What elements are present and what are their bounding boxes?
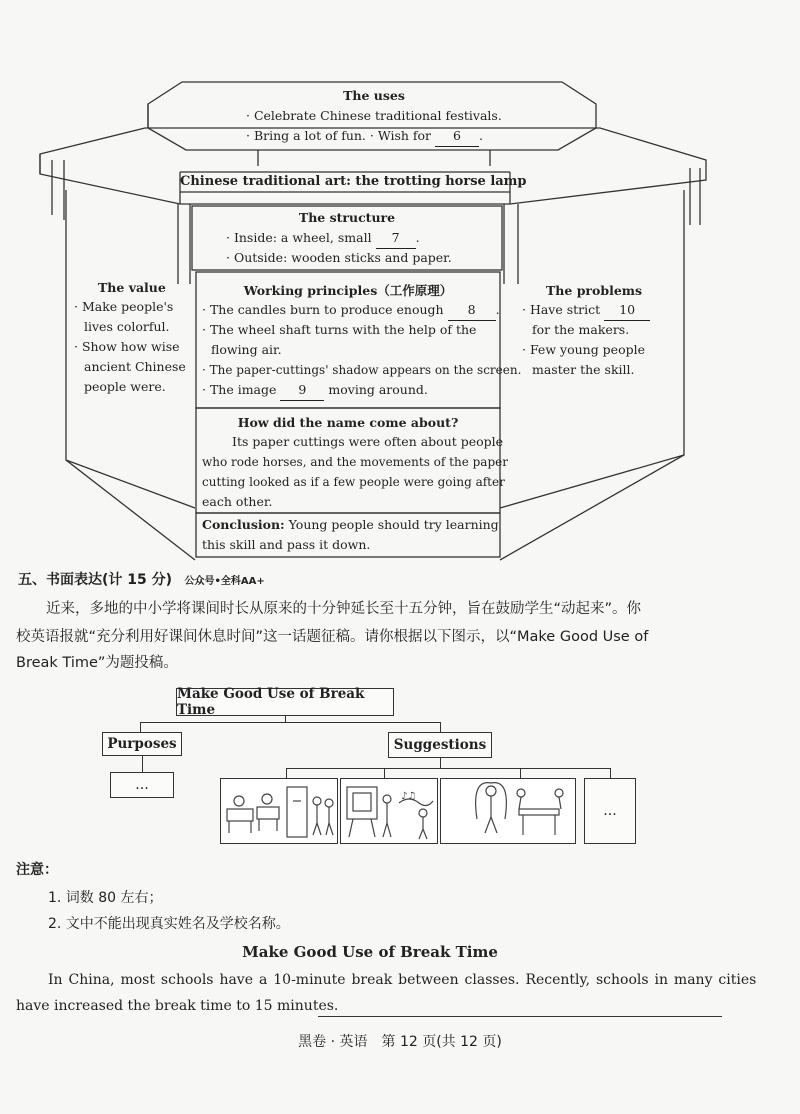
connector: [140, 722, 141, 732]
principles-line1-end: .: [495, 302, 500, 317]
blank-7: 7: [376, 228, 416, 249]
name-line1: Its paper cuttings were often about people: [232, 434, 504, 449]
connector: [384, 768, 385, 778]
connector: [286, 768, 287, 778]
connector: [520, 768, 521, 778]
connector: [140, 722, 440, 723]
structure-line1: [226, 228, 420, 249]
uses-line2-text: · Bring a lot of fun. · Wish for: [246, 128, 432, 143]
art-music-picture: [340, 778, 438, 844]
section-title-text: 五、书面表达(计 15 分): [18, 572, 173, 588]
principles-heading: Working principles（工作原理）: [243, 283, 453, 298]
principles-line1-text: · The candles burn to produce enough: [202, 302, 444, 317]
value-line2: lives colorful.: [84, 319, 170, 334]
classroom-picture: [220, 778, 338, 844]
blank-6: 6: [435, 126, 479, 147]
section-title: [18, 570, 265, 592]
watermark-text: 公众号•全科AA+: [184, 576, 265, 587]
uses-line2: [246, 126, 483, 147]
conclusion-text: Young people should try learning: [288, 517, 499, 532]
uses-line1: · Celebrate Chinese traditional festivals.: [246, 108, 502, 123]
conclusion-line2: this skill and pass it down.: [202, 537, 371, 552]
principles-line5-end: moving around.: [328, 382, 428, 397]
purposes-ellipsis: …: [110, 772, 174, 798]
prompt-line2: 校英语报就“充分利用好课间休息时间”这一话题征稿。请你根据以下图示，以“Make Good Use of: [16, 629, 649, 645]
conclusion-label: Conclusion:: [202, 517, 285, 532]
value-line5: people were.: [84, 379, 166, 394]
blank-10: 10: [604, 300, 650, 321]
principles-line5: [202, 380, 428, 401]
principles-line4: · The paper-cuttings' shadow appears on the screen.: [202, 363, 522, 377]
connector: [142, 756, 143, 772]
sports-drawing: [441, 779, 575, 843]
lamp-title: Chinese traditional art: the trotting horse lamp: [180, 174, 527, 189]
principles-line1: [202, 300, 500, 321]
note-2: 2. 文中不能出现真实姓名及学校名称。: [48, 916, 290, 932]
mindmap-root: Make Good Use of Break Time: [176, 688, 394, 716]
suggestions-box: Suggestions: [388, 732, 492, 758]
name-line2: who rode horses, and the movements of the paper: [202, 455, 508, 469]
prompt-line3: Break Time”为题投稿。: [16, 655, 178, 671]
art-music-drawing: [341, 779, 437, 843]
essay-line2: have increased the break time to 15 minutes.: [16, 998, 339, 1014]
notes-title: 注意：: [16, 862, 58, 878]
connector: [286, 768, 610, 769]
problems-line3: · Few young people: [522, 342, 645, 357]
structure-heading: The structure: [298, 210, 396, 225]
name-line4: each other.: [202, 494, 273, 509]
sports-picture: [440, 778, 576, 844]
name-line3: cutting looked as if a few people were going after: [202, 475, 505, 489]
connector: [440, 722, 441, 732]
problems-line4: master the skill.: [532, 362, 635, 377]
principles-line2: · The wheel shaft turns with the help of the: [202, 322, 477, 337]
conclusion-line1: [202, 515, 499, 535]
suggestions-ellipsis: …: [584, 778, 636, 844]
blank-9: 9: [280, 380, 324, 401]
connector: [440, 758, 441, 768]
prompt-line1: 近来，多地的中小学将课间时长从原来的十分钟延长至十五分钟，旨在鼓励学生“动起来”。你: [46, 601, 642, 617]
problems-line2: for the makers.: [532, 322, 630, 337]
name-heading: How did the name come about?: [237, 415, 459, 430]
value-line1: · Make people's: [74, 299, 174, 314]
note-1: 1. 词数 80 左右；: [48, 890, 163, 906]
value-line4: ancient Chinese: [84, 359, 186, 374]
structure-line1-text: · Inside: a wheel, small: [226, 230, 372, 245]
essay-line1: In China, most schools have a 10-minute break between classes. Recently, schools in many cities: [48, 972, 757, 988]
problems-heading: The problems: [546, 283, 643, 298]
structure-line1-end: .: [415, 230, 420, 245]
music-note-icon: ♪♫: [401, 791, 417, 802]
principles-line5-text: · The image: [202, 382, 277, 397]
value-line3: · Show how wise: [74, 339, 180, 354]
connector: [610, 768, 611, 778]
classroom-drawing: [221, 779, 337, 843]
uses-heading: The uses: [343, 88, 405, 103]
essay-title: Make Good Use of Break Time: [242, 943, 498, 961]
blank-8: 8: [448, 300, 496, 321]
uses-line2-end: .: [479, 128, 483, 143]
purposes-box: Purposes: [102, 732, 182, 756]
page-footer: 黑卷 · 英语 第 12 页(共 12 页): [298, 1034, 502, 1050]
value-heading: The value: [98, 280, 166, 295]
structure-line2: · Outside: wooden sticks and paper.: [226, 250, 452, 265]
problems-line1-text: · Have strict: [522, 302, 601, 317]
principles-line3: flowing air.: [211, 342, 282, 357]
problems-line1: [522, 300, 650, 321]
writing-line: [318, 1016, 722, 1017]
